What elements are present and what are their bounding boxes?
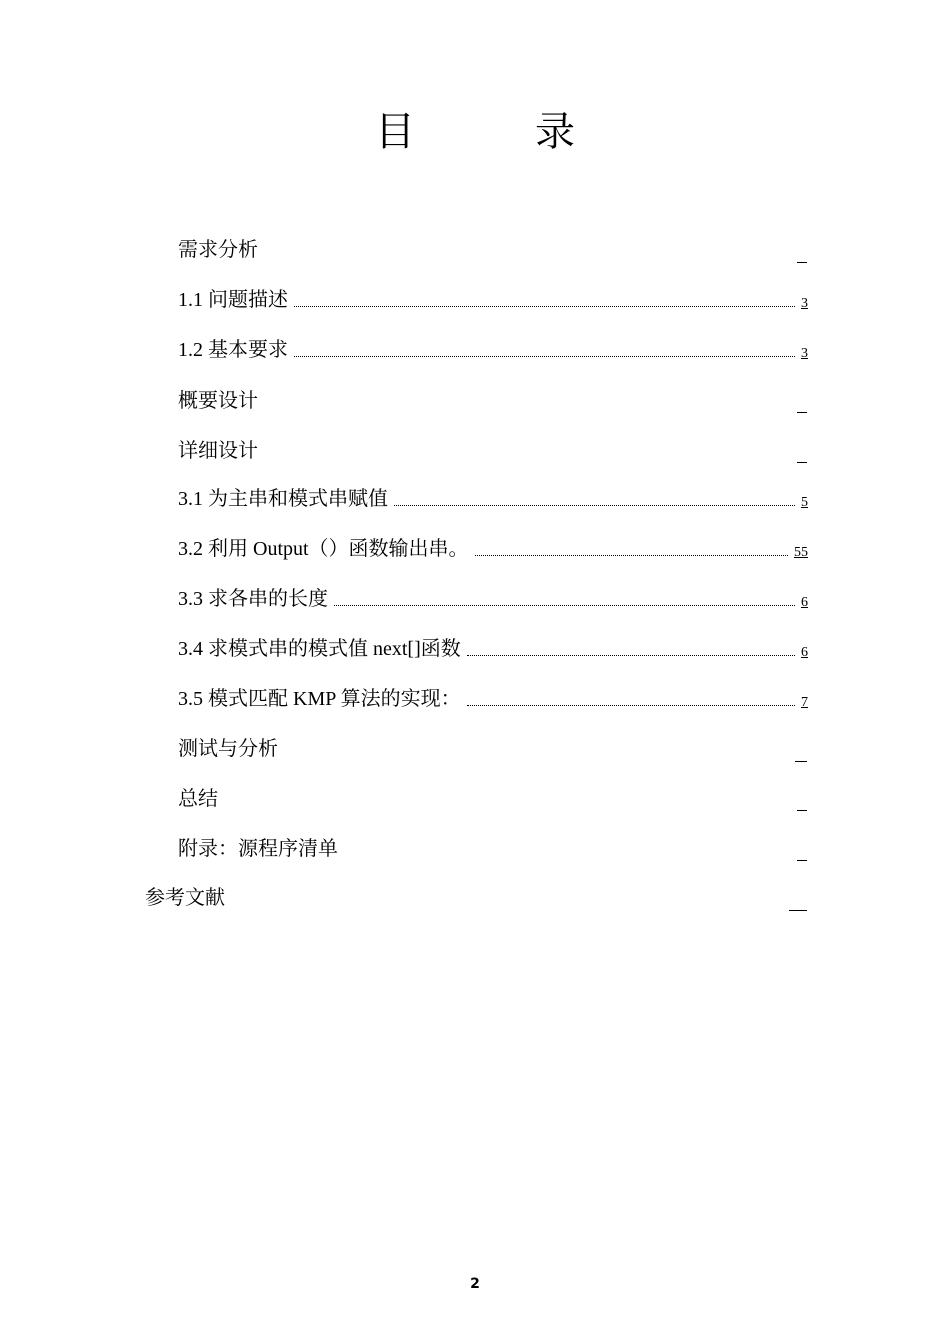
- toc-page-marker: [797, 860, 807, 861]
- toc-entry-label: 3.3 求各串的长度: [178, 588, 328, 610]
- toc-entry-label: 测试与分析: [178, 736, 278, 760]
- toc-entry-label: 需求分析: [178, 237, 258, 261]
- toc-entry-label: 1.2 基本要求: [178, 339, 288, 361]
- toc-page-number: 3: [801, 296, 808, 311]
- toc-entry-label: 1.1 问题描述: [178, 289, 288, 311]
- toc-page-number: 6: [801, 595, 808, 610]
- toc-page-marker: [797, 412, 807, 413]
- toc-page-number: 55: [794, 545, 808, 560]
- toc-entry[interactable]: [178, 731, 808, 761]
- toc-page-number: 7: [801, 695, 808, 710]
- toc-entry-label: 3.4 求模式串的模式值 next[]函数: [178, 638, 461, 660]
- toc-page-number: 5: [801, 495, 808, 510]
- toc-leader-dots: [475, 555, 788, 556]
- toc-entry[interactable]: [178, 582, 808, 612]
- toc-leader-dots: [334, 605, 795, 606]
- toc-entry[interactable]: [178, 632, 808, 662]
- toc-leader-dots: [467, 705, 795, 706]
- toc-entry-label: 参考文献: [145, 885, 225, 909]
- toc-entry[interactable]: [178, 682, 808, 712]
- toc-entry-label: 附录：源程序清单: [178, 836, 338, 860]
- toc-page-marker: [789, 910, 807, 911]
- toc-page-marker: [795, 761, 807, 762]
- toc-entry[interactable]: [145, 880, 808, 910]
- toc-entry[interactable]: [178, 433, 808, 463]
- toc-entry[interactable]: [178, 532, 808, 562]
- toc-entry-label: 3.2 利用 Output（）函数输出串。: [178, 538, 469, 560]
- toc-leader-dots: [467, 655, 795, 656]
- toc-leader-dots: [294, 306, 795, 307]
- page-title: 目 录: [375, 109, 615, 155]
- page-number: 2: [470, 1276, 480, 1292]
- toc-leader-dots: [394, 505, 795, 506]
- toc-entry[interactable]: [178, 333, 808, 363]
- toc-entry[interactable]: [178, 831, 808, 861]
- toc-entry-label: 总结: [178, 786, 218, 810]
- toc-entry[interactable]: [178, 383, 808, 413]
- toc-entry-label: 3.1 为主串和模式串赋值: [178, 488, 388, 510]
- toc-entry-label: 3.5 模式匹配 KMP 算法的实现：: [178, 688, 461, 710]
- toc-entry[interactable]: [178, 781, 808, 811]
- toc-page-number: 3: [801, 346, 808, 361]
- toc-page-marker: [797, 262, 807, 263]
- toc-entry[interactable]: [178, 232, 808, 262]
- toc-entry[interactable]: [178, 482, 808, 512]
- toc-entry-label: 详细设计: [178, 438, 258, 462]
- toc-page-marker: [797, 462, 807, 463]
- toc-entry[interactable]: [178, 283, 808, 313]
- toc-leader-dots: [294, 356, 795, 357]
- toc-page-number: 6: [801, 645, 808, 660]
- toc-entry-label: 概要设计: [178, 388, 258, 412]
- toc-page-marker: [797, 810, 807, 811]
